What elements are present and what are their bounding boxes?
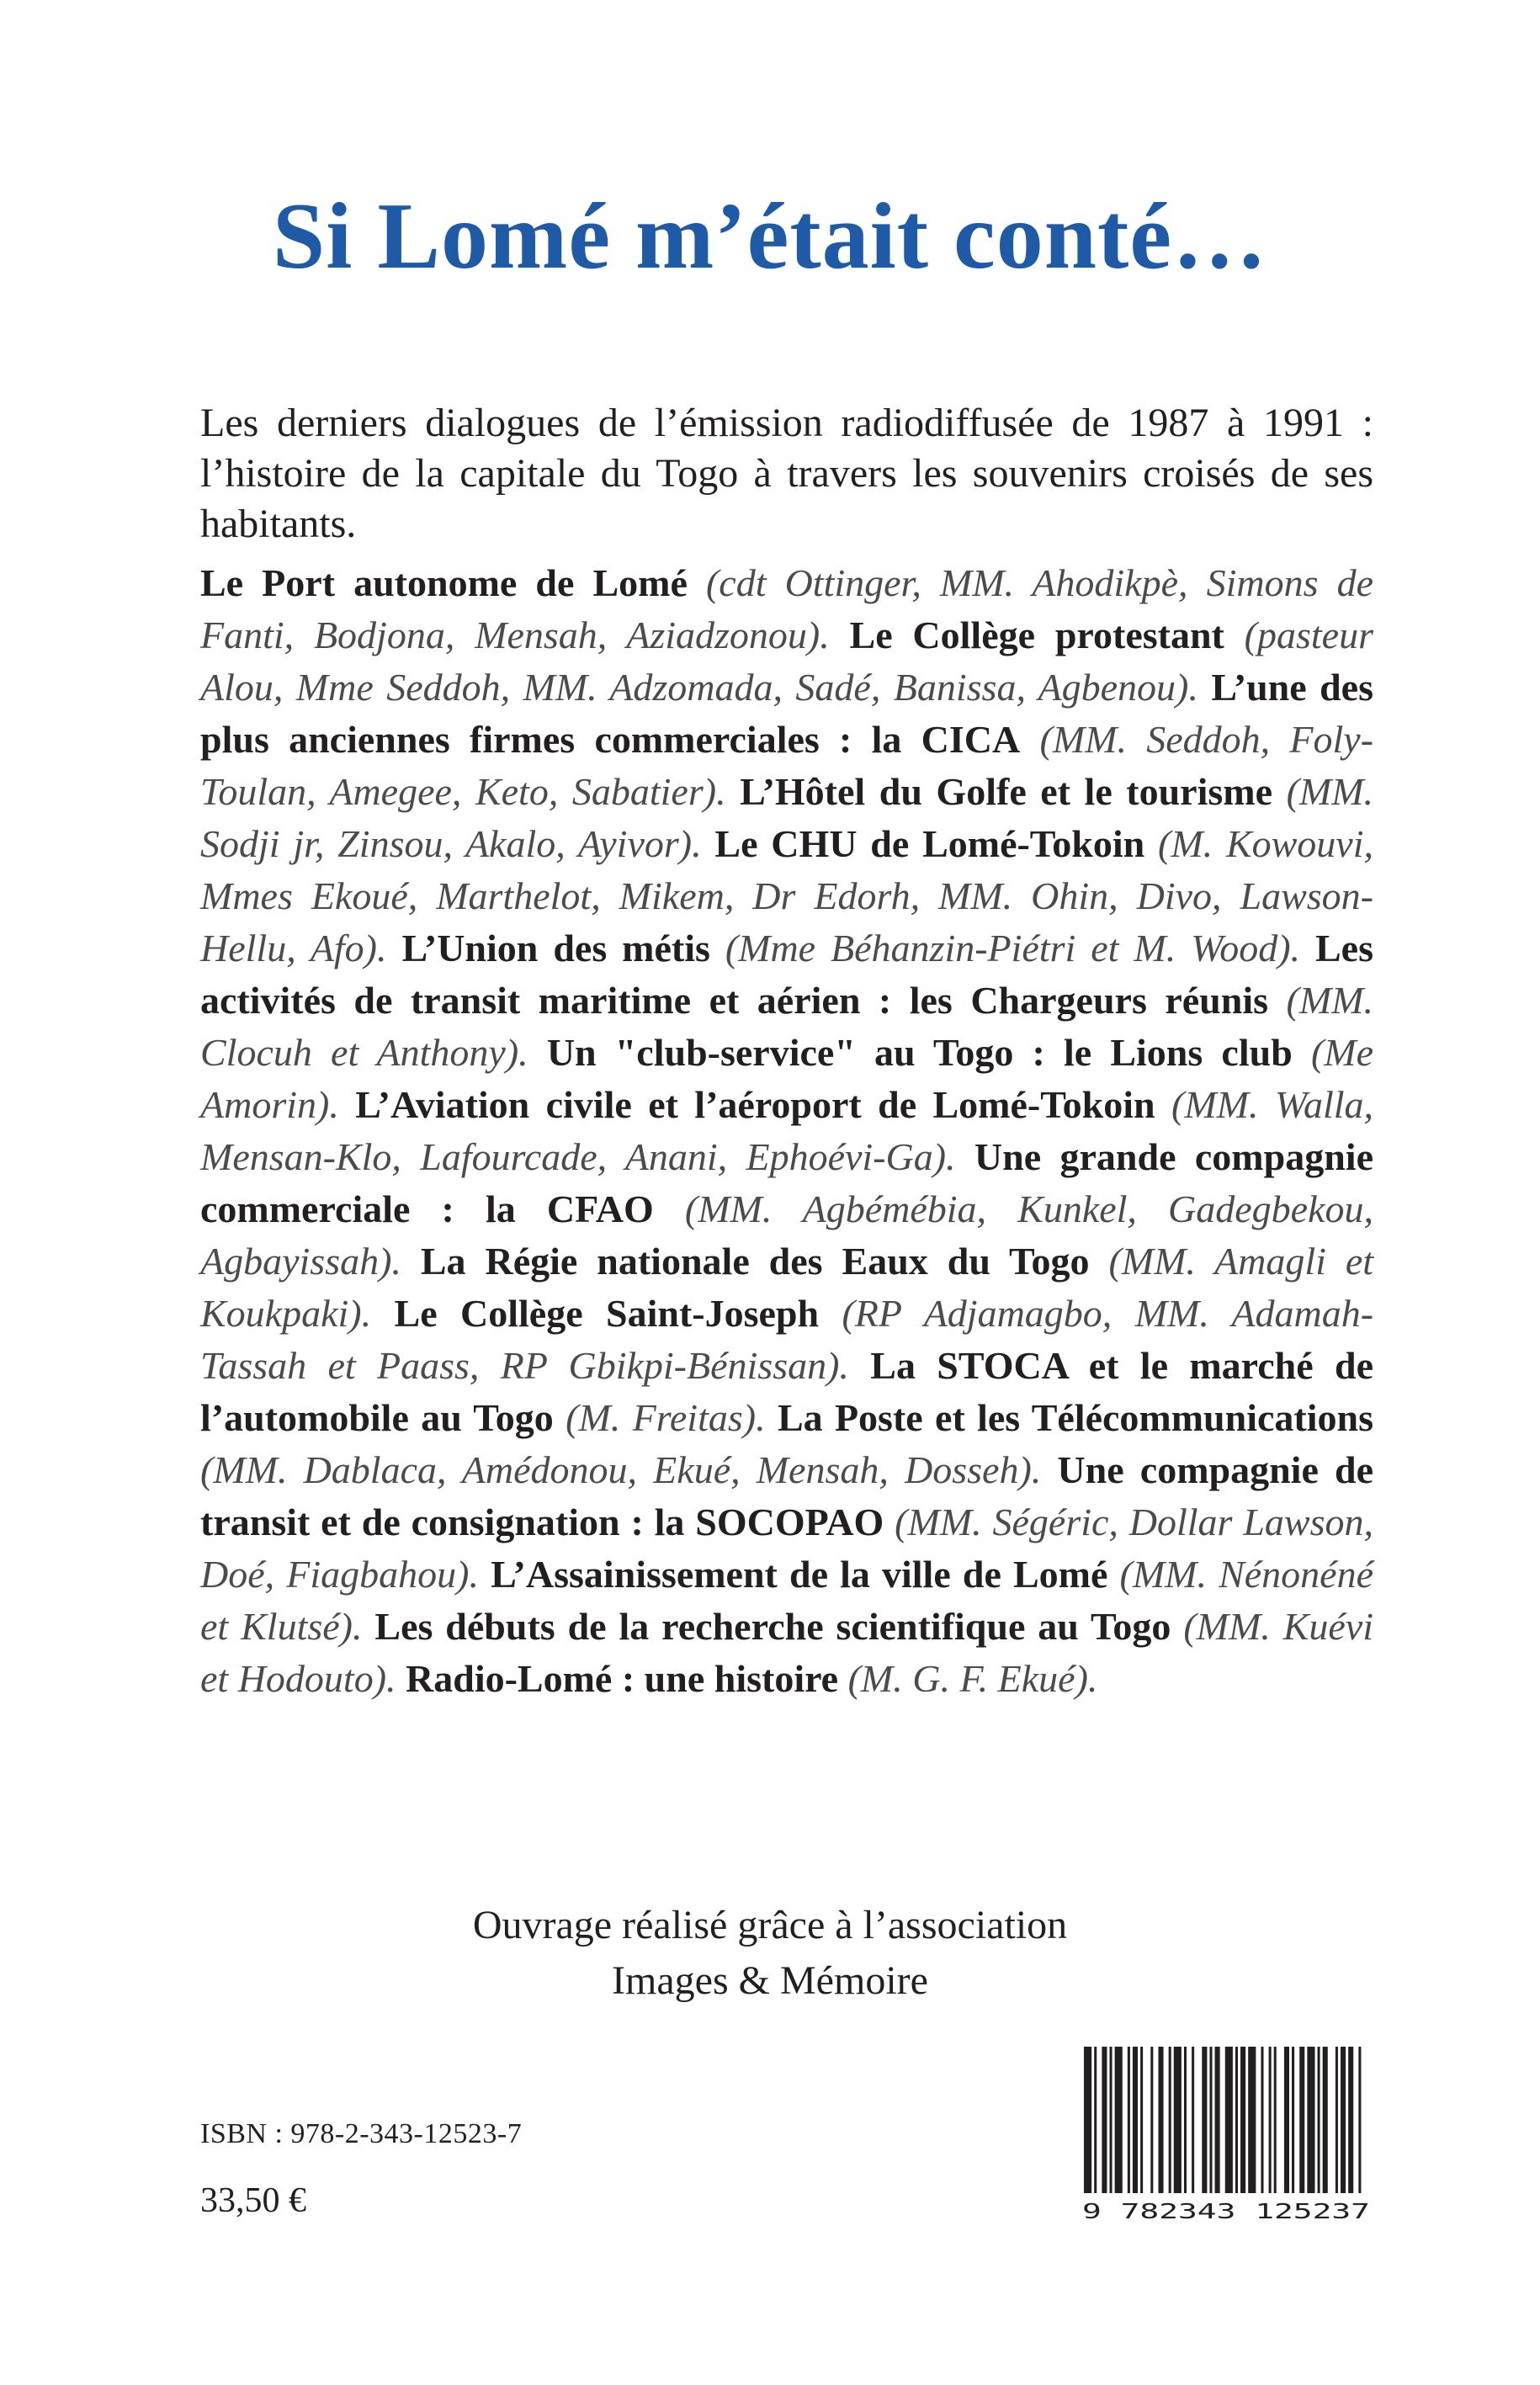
topic-subject: Un "club-service" au Togo : le Lions club bbox=[546, 1031, 1293, 1074]
barcode-bar bbox=[1261, 2047, 1263, 2193]
topic-people: (Mme Béhanzin-Piétri et M. Wood). bbox=[725, 927, 1301, 969]
barcode-bar bbox=[1192, 2047, 1194, 2193]
topic-subject: L’Assainissement de la ville de Lomé bbox=[491, 1553, 1108, 1596]
credit-line-2: Images & Mémoire bbox=[612, 1958, 928, 2003]
topic-people: (cdt Ottinger, MM. Ahodikpè, Simons de Fanti, Bodjona, Mensah, Aziadzonou). bbox=[200, 561, 1373, 656]
barcode-bar bbox=[1299, 2047, 1304, 2193]
intro-paragraph: Les derniers dialogues de l’émission radiodiffusée de 1987 à 1991 : l’histoire de la capitale du Togo à travers les souvenirs croisés de ses habitants. bbox=[200, 401, 1373, 546]
barcode-digits: 9 782343 125237 bbox=[1082, 2199, 1370, 2223]
topic-people: (MM. Clocuh et Anthony). bbox=[200, 979, 1373, 1074]
topic-people: (M. Freitas). bbox=[566, 1396, 766, 1439]
topic-subject: La Poste et les Télécommunications bbox=[777, 1396, 1374, 1439]
barcode-bar bbox=[1094, 2047, 1097, 2193]
isbn-text: ISBN : 978-2-343-12523-7 bbox=[200, 2118, 523, 2149]
price-text: 33,50 € bbox=[200, 2181, 306, 2220]
barcode-bar bbox=[1110, 2047, 1113, 2193]
topic-people: (RP Adjamagbo, MM. Adamah-Tassah et Paass, RP Gbikpi-Bénissan). bbox=[200, 1292, 1374, 1387]
barcode-bar bbox=[1240, 2047, 1245, 2193]
barcode-bar bbox=[1269, 2047, 1272, 2193]
topic-subject: La STOCA et le marché de l’automobile au Togo bbox=[200, 1344, 1374, 1439]
barcode-bar bbox=[1274, 2047, 1277, 2193]
topic-subject: Le Port autonome de Lomé bbox=[200, 561, 688, 604]
barcode-bar bbox=[1174, 2047, 1182, 2193]
topic-people: (MM. Agbémébia, Kunkel, Gadegbekou, Agbayissah). bbox=[200, 1187, 1373, 1283]
topic-people: (MM. Amagli et Koukpaki). bbox=[200, 1240, 1374, 1335]
barcode-bar bbox=[1215, 2047, 1220, 2193]
barcode-bar bbox=[1235, 2047, 1238, 2193]
topic-people: (Me Amorin). bbox=[200, 1031, 1374, 1126]
barcode-bar bbox=[1336, 2047, 1338, 2193]
topic-people: (MM. Ségéric, Dollar Lawson, Doé, Fiagbahou). bbox=[200, 1501, 1373, 1596]
barcode-bar bbox=[1292, 2047, 1294, 2193]
barcode-bar bbox=[1209, 2047, 1212, 2193]
topic-people: (pasteur Alou, Mme Seddoh, MM. Adzomada, Sadé, Banissa, Agbenou). bbox=[200, 614, 1373, 709]
barcode-bar bbox=[1102, 2047, 1107, 2193]
topic-subject: La Régie nationale des Eaux du Togo bbox=[420, 1240, 1090, 1283]
barcode-bar bbox=[1248, 2047, 1256, 2193]
barcode-bar bbox=[1133, 2047, 1138, 2193]
topic-subject: Le Collège protestant bbox=[849, 614, 1224, 656]
topic-people: (MM. Walla, Mensan-Klo, Lafourcade, Anani, Ephoévi-Ga). bbox=[200, 1083, 1374, 1178]
barcode-bar bbox=[1084, 2047, 1091, 2193]
barcode-bar bbox=[1358, 2047, 1361, 2193]
topic-people: (MM. Dablaca, Amédonou, Ekué, Mensah, Dosseh). bbox=[200, 1448, 1042, 1491]
topic-subject: Les débuts de la recherche scientifique au Togo bbox=[374, 1605, 1171, 1648]
topic-people: (MM. Kuévi et Hodouto). bbox=[200, 1605, 1373, 1700]
barcode-bar bbox=[1202, 2047, 1207, 2193]
topic-subject: L’Hôtel du Golfe et le tourisme bbox=[740, 770, 1273, 813]
credit-line-1: Ouvrage réalisé grâce à l’association bbox=[472, 1903, 1068, 1947]
credit-block bbox=[0, 1898, 1540, 2009]
topic-subject: Le CHU de Lomé-Tokoin bbox=[714, 822, 1145, 865]
barcode-bar bbox=[1128, 2047, 1130, 2193]
book-title: Si Lomé m’était conté… bbox=[272, 184, 1268, 289]
barcode-bar bbox=[1225, 2047, 1233, 2193]
barcode-bar bbox=[1184, 2047, 1187, 2193]
barcode-bar bbox=[1348, 2047, 1353, 2193]
topic-subject: Les activités de transit maritime et aérien : les Chargeurs réunis bbox=[200, 927, 1373, 1022]
topic-subject: Une compagnie de transit et de consignation : la SOCOPAO bbox=[200, 1448, 1374, 1543]
barcode-bar bbox=[1284, 2047, 1289, 2193]
barcode-bar bbox=[1140, 2047, 1143, 2193]
topic-people: (M. G. F. Ekué). bbox=[847, 1657, 1098, 1700]
topic-people: (MM. Seddoh, Foly-Toulan, Amegee, Keto, Sabatier). bbox=[200, 718, 1373, 813]
barcode-bar bbox=[1323, 2047, 1328, 2193]
topic-subject: Le Collège Saint-Joseph bbox=[394, 1292, 820, 1335]
topic-subject: Une grande compagnie commerciale : la CFAO bbox=[200, 1135, 1373, 1230]
barcode-bar bbox=[1307, 2047, 1314, 2193]
topic-subject: L’Aviation civile et l’aéroport de Lomé-Tokoin bbox=[355, 1083, 1155, 1126]
topic-people: (M. Kowouvi, Mmes Ekoué, Marthelot, Mikem, Dr Edorh, MM. Ohin, Divo, Lawson-Hellu, Afo). bbox=[200, 822, 1374, 969]
topic-subject: L’une des plus anciennes firmes commerciales : la CICA bbox=[200, 666, 1374, 761]
barcode-bar bbox=[1115, 2047, 1123, 2193]
barcode-bar bbox=[1341, 2047, 1346, 2193]
barcode-bar bbox=[1318, 2047, 1320, 2193]
barcode-bar bbox=[1169, 2047, 1171, 2193]
topics-paragraph bbox=[200, 557, 1373, 1705]
topic-people: (MM. Sodji jr, Zinsou, Akalo, Ayivor). bbox=[200, 770, 1374, 865]
topic-subject: Radio-Lomé : une histoire bbox=[406, 1657, 839, 1700]
topic-subject: L’Union des métis bbox=[401, 927, 710, 969]
topic-people: (MM. Nénonéné et Klutsé). bbox=[200, 1553, 1374, 1648]
barcode-bar bbox=[1158, 2047, 1163, 2193]
barcode-bar bbox=[1150, 2047, 1153, 2193]
barcode bbox=[1079, 2043, 1373, 2225]
